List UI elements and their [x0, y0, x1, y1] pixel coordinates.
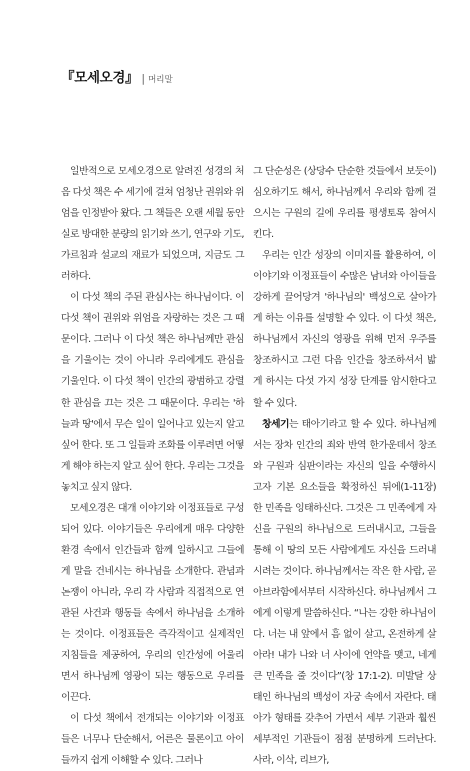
book-title: 『모세오경』 [61, 70, 139, 86]
paragraph: 우리는 인간 성장의 이미지를 활용하여, 이 이야기와 이정표들이 수많은 남녀와 아이들을 강하게 끌어당겨 '하나님의' 백성으로 살아가게 하는 이유를 설명할 수 있다. 이 다섯 책은, 하나님께서 자신의 영광을 위해 먼저 우주를 창조하시고 그런 다음 인간을 창조하셔서 밟게 하시는 다섯 가지 성장 단계를 암시한다고 할 수 있다. [253, 250, 436, 409]
right-column [253, 161, 436, 771]
paragraph: 모세오경은 대개 이야기와 이정표들로 구성되어 있다. 이야기들은 우리에게 매우 다양한 환경 속에서 인간들과 함께 일하시고 그들에게 말을 건네시는 하나님을 소개한다. 관념과 논쟁이 아니라, 우리 각 사람과 직접적으로 연관된 사건과 행동들 속에서 하나님을 소개하는 것이다. 이정표들은 즉각적이고 실제적인 지침들을 제공하여, 우리의 인간성에 어울리면서 하나님께 영광이 되는 행동으로 우리를 이끈다. [61, 502, 244, 704]
paragraph: 이 다섯 책의 주된 관심사는 하나님이다. 이 다섯 책이 권위와 위엄을 자랑하는 것은 그 때문이다. 그러나 이 다섯 책은 하나님께만 관심을 기울이는 것이 아니라 우리에게도 관심을 기울인다. 이 다섯 책이 인간의 광범하고 강렬한 관심을 끄는 것은 그 때문이다. 우리는 '하늘과 땅'에서 무슨 일이 일어나고 있는지 알고 싶어 한다. 또 그 일들과 조화를 이루려면 어떻게 해야 하는지 알고 싶어 한다. 우리는 그것을 놓치고 싶지 않다. [61, 292, 244, 493]
paragraph: 이 다섯 책에서 전개되는 이야기와 이정표들은 너무나 단순해서, 어른은 물론이고 아이들까지 쉽게 이해할 수 있다. 그러나 [61, 713, 244, 767]
paragraph-continued: 그 단순성은 (상당수 단순한 것들에서 보듯이) 심오하기도 해서, 하나님께서 우리와 함께 걸으시는 구원의 길에 우리를 평생토록 참여시킨다. [253, 166, 436, 241]
section-label: 머리말 [148, 75, 173, 85]
bold-term: 창세기 [262, 418, 289, 430]
paragraph: 일반적으로 모세오경으로 알려진 성경의 처음 다섯 책은 수 세기에 걸쳐 엄청난 권위와 위엄을 인정받아 왔다. 그 책들은 오랜 세월 동안 실로 방대한 분량의 읽기와 쓰기, 연구와 기도, 가르침과 설교의 재료가 되었으며, 지금도 그러하다. [61, 166, 244, 283]
paragraph-genesis [253, 414, 436, 771]
paragraph-text: 는 태아기라고 할 수 있다. 하나님께서는 장차 인간의 죄와 반역 한가운데서 창조와 구원과 심판이라는 자신의 일을 수행하시고자 기본 요소들을 확정하신 뒤에(1-11장) 한 민족을 잉태하신다. 그것은 그 민족에게 자신을 구원의 하나님으로 드러내시고, 그들을 통해 이 땅의 모든 사람에게도 자신을 드러내시려는 것이다. 하나님께서는 작은 한 사람, 곧 아브라함에서부터 시작하신다. 하나님께서 그에게 이렇게 말씀하신다. “나는 강한 하나님이다. 너는 내 앞에서 흠 없이 살고, 온전하게 살아라! 내가 나와 너 사이에 언약을 맺고, 네게 큰 민족을 줄 것이다”(창 17:1-2). 미발달 상태인 하나님의 백성이 자궁 속에서 자란다. 태아가 형태를 갖추어 가면서 세부 기관과 훨씬 세부적인 기관들이 점점 분명하게 드러난다. 사라, 이삭, 리브가, [253, 418, 436, 767]
header-separator: | [141, 72, 146, 85]
left-column [61, 161, 244, 771]
running-header [61, 66, 173, 86]
